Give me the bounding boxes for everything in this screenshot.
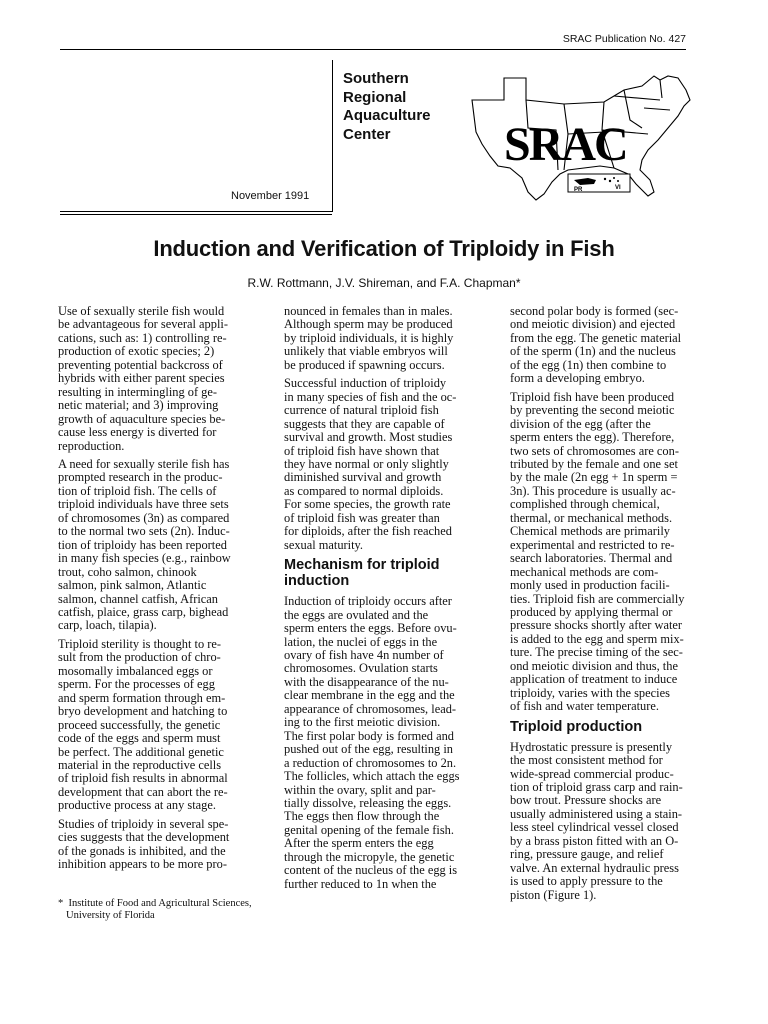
text-line: resulting in intermingling of ge- — [58, 384, 217, 399]
text-line: ture. The precise timing of the sec- — [510, 645, 683, 660]
text-line: Successful induction of triploidy — [284, 376, 447, 391]
text-line: code of the eggs and sperm must — [58, 731, 221, 746]
text-line: tion of triploid grass carp and rain- — [510, 779, 683, 794]
text-line: of triploid fish have shown that — [284, 443, 440, 458]
document-title: Induction and Verification of Triploidy in Fish — [153, 236, 615, 261]
text-line: mosomally imbalanced eggs or — [58, 663, 213, 678]
text-line: produced by applying thermal or — [510, 604, 673, 619]
text-line: experimental and restricted to re- — [510, 537, 675, 552]
footnote — [58, 898, 252, 922]
column-3 — [510, 305, 720, 907]
text-line: material in the reproductive cells — [58, 757, 222, 772]
paragraph — [510, 305, 720, 386]
text-line: by triploid individuals, it is highly — [284, 330, 454, 345]
text-line: of the egg (1n) then combine to — [510, 357, 667, 372]
paragraph — [510, 391, 720, 714]
text-line: they have normal or only slightly — [284, 456, 449, 471]
text-line: a reduction of chromosomes to 2n. — [284, 755, 457, 770]
logo-vi-label: VI — [615, 185, 621, 191]
heading-line: Mechanism for triploid — [284, 557, 440, 574]
paragraph — [58, 818, 268, 872]
text-line: trout, coho salmon, chinook — [58, 564, 197, 579]
center-name-line: Aquaculture — [343, 107, 431, 124]
text-line: prompted research in the produc- — [58, 470, 223, 485]
text-line: Studies of triploidy in several spe- — [58, 816, 229, 831]
text-line: lation, the nuclei of eggs in the — [284, 634, 438, 649]
text-line: less steel cylindrical vessel closed — [510, 820, 679, 835]
column-2 — [284, 305, 494, 896]
text-line: The first polar body is formed and — [284, 728, 454, 743]
text-line: in many species of fish and the oc- — [284, 389, 457, 404]
text-line: suggests that they are capable of — [284, 416, 445, 431]
footnote-line: University of Florida — [66, 910, 155, 921]
text-line: cies suggests that the development — [58, 830, 230, 845]
text-line: be perfect. The additional genetic — [58, 744, 224, 759]
text-line: genital opening of the female fish. — [284, 822, 454, 837]
footnote-marker: * — [58, 898, 64, 909]
text-line: within the ovary, split and par- — [284, 782, 436, 797]
text-line: of triploid fish results in abnormal — [58, 771, 228, 786]
text-line: the most consistent method for — [510, 753, 663, 768]
text-line: The follicles, which attach the eggs — [284, 769, 460, 784]
text-line: sexual maturity. — [284, 537, 364, 552]
center-name-line: Regional — [343, 88, 407, 106]
paragraph — [58, 638, 268, 813]
text-line: second polar body is formed (sec- — [510, 304, 679, 318]
text-line: For some species, the growth rate — [284, 497, 451, 512]
text-line: in many fish species (e.g., rainbow — [58, 551, 231, 566]
text-line: chromosomes. Ovulation starts — [284, 661, 438, 676]
text-line: from the egg. The genetic material — [510, 330, 682, 345]
column-1 — [58, 305, 268, 877]
text-line: wide-spread commercial produc- — [510, 766, 674, 781]
text-line: triploid individuals have three sets — [58, 497, 229, 512]
text-line: the eggs are ovulated and the — [284, 607, 429, 622]
text-line: After the sperm enters the egg — [284, 836, 434, 851]
text-line: be produced if spawning occurs. — [284, 357, 445, 372]
text-line: productive process at any stage. — [58, 798, 216, 813]
text-line: salmon, channel catfish, African — [58, 591, 218, 606]
text-line: by preventing the second meiotic — [510, 403, 675, 418]
text-line: ties. Triploid fish are commercially — [510, 591, 685, 606]
text-line: tially dissolve, releasing the eggs. — [284, 795, 452, 810]
center-name-line: Center — [343, 125, 391, 143]
text-line: currence of natural triploid fish — [284, 403, 439, 418]
text-line: hybrids with either parent species — [58, 371, 225, 386]
text-line: bow trout. Pressure shocks are — [510, 793, 662, 808]
paragraph — [284, 305, 494, 372]
logo-pr-label: PR — [574, 187, 583, 193]
text-line: division of the egg (after the — [510, 416, 651, 431]
text-line: unlikely that viable embryos will — [284, 344, 448, 359]
text-line: of chromosomes (3n) as compared — [58, 510, 230, 525]
text-line: ing to the first meiotic division. — [284, 715, 441, 730]
text-line: ovary of fish have 4n number of — [284, 647, 444, 662]
center-name — [343, 70, 431, 144]
text-line: through the micropyle, the genetic — [284, 849, 455, 864]
text-line: tion of triploid fish. The cells of — [58, 483, 217, 498]
text-line: preventing potential backcross of — [58, 357, 223, 372]
text-line: mechanical methods are com- — [510, 564, 659, 579]
section-heading — [510, 719, 720, 735]
publication-number: SRAC Publication No. 427 — [562, 33, 686, 45]
section-heading — [284, 557, 494, 589]
header-rule — [60, 49, 686, 50]
text-line: be advantageous for several appli- — [58, 317, 228, 332]
text-line: and sperm formation through em- — [58, 690, 226, 705]
text-line: valve. An external hydraulic press — [510, 860, 679, 875]
text-line: sperm enters the eggs. Before ovu- — [284, 621, 457, 636]
text-line: pressure shocks shortly after water — [510, 618, 683, 633]
text-line: appearance of chromosomes, lead- — [284, 701, 457, 716]
text-line: growth of aquaculture species be- — [58, 411, 226, 426]
text-line: to the normal two sets (2n). Induc- — [58, 524, 230, 539]
text-line: production of exotic species; 2) — [58, 344, 215, 359]
text-line: ring, pressure gauge, and relief — [510, 847, 664, 862]
heading-line: induction — [284, 573, 350, 590]
text-line: sult from the production of chro- — [58, 650, 221, 665]
text-line: of the gonads is inhibited, and the — [58, 843, 226, 858]
text-line: further reduced to 1n when the — [284, 876, 437, 891]
text-line: Hydrostatic pressure is presently — [510, 739, 673, 754]
text-line: The eggs then flow through the — [284, 809, 440, 824]
text-line: tion of triploidy has been reported — [58, 537, 227, 552]
text-line: cause less energy is diverted for — [58, 425, 217, 440]
text-line: reproduction. — [58, 438, 125, 453]
srac-region-map-logo — [464, 70, 704, 220]
text-line: Use of sexually sterile fish would — [58, 304, 225, 318]
text-line: netic material; and 3) improving — [58, 398, 219, 413]
text-line: of triploid fish was greater than — [284, 510, 440, 525]
text-line: monly used in production facili- — [510, 578, 670, 593]
text-line: Chemical methods are primarily — [510, 524, 670, 539]
text-line: form a developing embryo. — [510, 371, 645, 386]
text-line: two sets of chromosomes are con- — [510, 443, 679, 458]
paragraph — [58, 305, 268, 453]
authors: R.W. Rottmann, J.V. Shireman, and F.A. Chapman* — [247, 276, 521, 290]
header-rule-bottom — [60, 211, 332, 212]
header-rule-bottom-thin — [60, 214, 332, 215]
footnote-line: Institute of Food and Agricultural Sciences, — [68, 898, 252, 909]
text-line: of the sperm (1n) and the nucleus — [510, 344, 676, 359]
paragraph — [58, 458, 268, 633]
paragraph — [284, 595, 494, 891]
text-line: Triploid sterility is thought to re- — [58, 636, 222, 651]
text-line: clear membrane in the egg and the — [284, 688, 455, 703]
text-line: catfish, plaice, grass carp, bighead — [58, 604, 229, 619]
logo-lettering: SRAC — [504, 118, 627, 171]
text-line: for diploids, after the fish reached — [284, 524, 452, 539]
text-line: development that can abort the re- — [58, 784, 228, 799]
text-line: ond meiotic division and thus, the — [510, 658, 678, 673]
text-line: of fish and water temperature. — [510, 699, 659, 714]
text-line: with the disappearance of the nu- — [284, 674, 449, 689]
text-line: survival and growth. Most studies — [284, 430, 453, 445]
heading-line: Triploid production — [510, 718, 643, 735]
text-line: application of treatment to induce — [510, 672, 678, 687]
text-line: A need for sexually sterile fish has — [58, 456, 230, 471]
publication-date: November 1991 — [231, 190, 310, 202]
text-line: Induction of triploidy occurs after — [284, 594, 452, 609]
text-line: Although sperm may be produced — [284, 317, 453, 332]
text-line: triploidy, varies with the species — [510, 685, 670, 700]
text-line: carp, loach, tilapia). — [58, 618, 157, 633]
paragraph — [510, 741, 720, 902]
center-name-line: Southern — [343, 70, 409, 87]
text-line: complished through chemical, — [510, 497, 660, 512]
text-line: Triploid fish have been produced — [510, 389, 675, 404]
header-divider — [332, 60, 333, 212]
text-line: by a brass piston fitted with an O- — [510, 833, 679, 848]
text-line: search laboratories. Thermal and — [510, 551, 673, 566]
text-line: piston (Figure 1). — [510, 887, 597, 902]
text-line: usually administered using a stain- — [510, 806, 683, 821]
text-line: salmon, pink salmon, Atlantic — [58, 578, 207, 593]
text-line: by the male (2n egg + 1n sperm = — [510, 470, 678, 485]
paragraph — [284, 377, 494, 552]
text-line: cations, such as: 1) controlling re- — [58, 330, 227, 345]
text-line: ond meiotic division) and ejected — [510, 317, 676, 332]
text-line: pushed out of the egg, resulting in — [284, 742, 453, 757]
text-line: bryo development and hatching to — [58, 704, 228, 719]
text-line: proceed successfully, the genetic — [58, 717, 221, 732]
text-line: sperm enters the egg). Therefore, — [510, 430, 675, 445]
text-line: diminished survival and growth — [284, 470, 442, 485]
text-line: is added to the egg and sperm mix- — [510, 631, 684, 646]
text-line: is used to apply pressure to the — [510, 874, 663, 889]
text-line: content of the nucleus of the egg is — [284, 863, 458, 878]
text-line: sperm. For the processes of egg — [58, 677, 215, 692]
text-line: as compared to normal diploids. — [284, 483, 444, 498]
text-line: inhibition appears to be more pro- — [58, 857, 227, 872]
text-line: nounced in females than in males. — [284, 304, 453, 318]
text-line: 3n). This procedure is usually ac- — [510, 483, 676, 498]
text-line: tributed by the female and one set — [510, 456, 678, 471]
text-line: thermal, or mechanical methods. — [510, 510, 673, 525]
